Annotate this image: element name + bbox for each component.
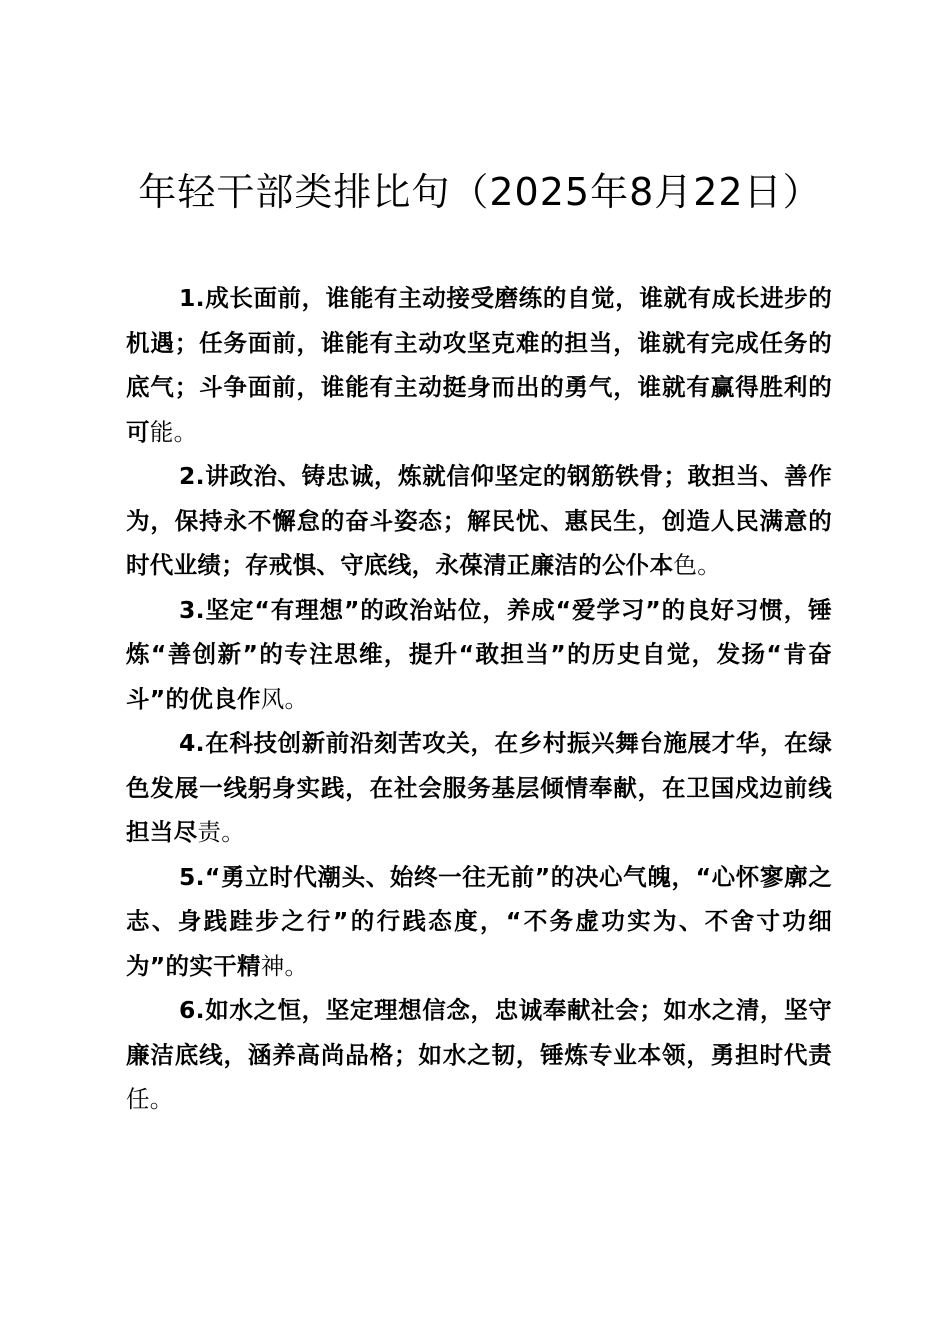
paragraph-2-tail: 色。 [673, 551, 722, 579]
paragraph-2-text: 2.讲政治、铸忠诚，炼就信仰坚定的钢筋铁骨；敢担当、善作为，保持永不懈怠的奋斗姿态；解民忧、惠民生，创造人民满意的时代业绩；存戒惧、守底线，永葆清正廉洁的公仆本 [126, 462, 832, 579]
paragraph-2 [126, 454, 832, 588]
paragraph-6-text: 6.如水之恒，坚定理想信念，忠诚奉献社会；如水之清，坚守廉洁底线，涵养高尚品格；如水之韧，锤炼专业本领，勇担时代责 [126, 996, 832, 1069]
paragraph-4 [126, 721, 832, 855]
paragraph-6-tail: 任。 [126, 1085, 174, 1113]
paragraph-6 [126, 988, 832, 1122]
paragraph-3 [126, 588, 832, 722]
paragraph-5-tail: 神。 [260, 951, 309, 980]
paragraph-5 [126, 855, 832, 989]
paragraph-5-text: 5.“勇立时代潮头、始终一往无前”的决心气魄，“心怀寥廓之志、身践跬步之行”的行践态度，“不务虚功实为、不舍寸功细为”的实干精 [126, 862, 832, 980]
paragraph-1-text: 1.成长面前，谁能有主动接受磨练的自觉，谁就有成长进步的机遇；任务面前，谁能有主动攻坚克难的担当，谁就有完成任务的底气；斗争面前，谁能有主动挺身而出的勇气，谁就有赢得胜利的可 [126, 284, 832, 446]
document-title: 年轻干部类排比句（2025年8月22日） [138, 170, 822, 214]
document-body [126, 276, 832, 1122]
paragraph-3-text: 3.坚定“有理想”的政治站位，养成“爱学习”的良好习惯，锤炼“善创新”的专注思维，提升“敢担当”的历史自觉，发扬“肯奋斗”的优良作 [126, 595, 832, 713]
paragraph-4-text: 4.在科技创新前沿刻苦攻关，在乡村振兴舞台施展才华，在绿色发展一线躬身实践，在社会服务基层倾情奉献，在卫国戍边前线担当尽 [126, 729, 832, 846]
paragraph-3-tail: 风。 [260, 684, 309, 713]
paragraph-1 [126, 276, 832, 454]
paragraph-1-tail: 能。 [149, 417, 198, 446]
paragraph-4-tail: 责。 [197, 818, 246, 846]
